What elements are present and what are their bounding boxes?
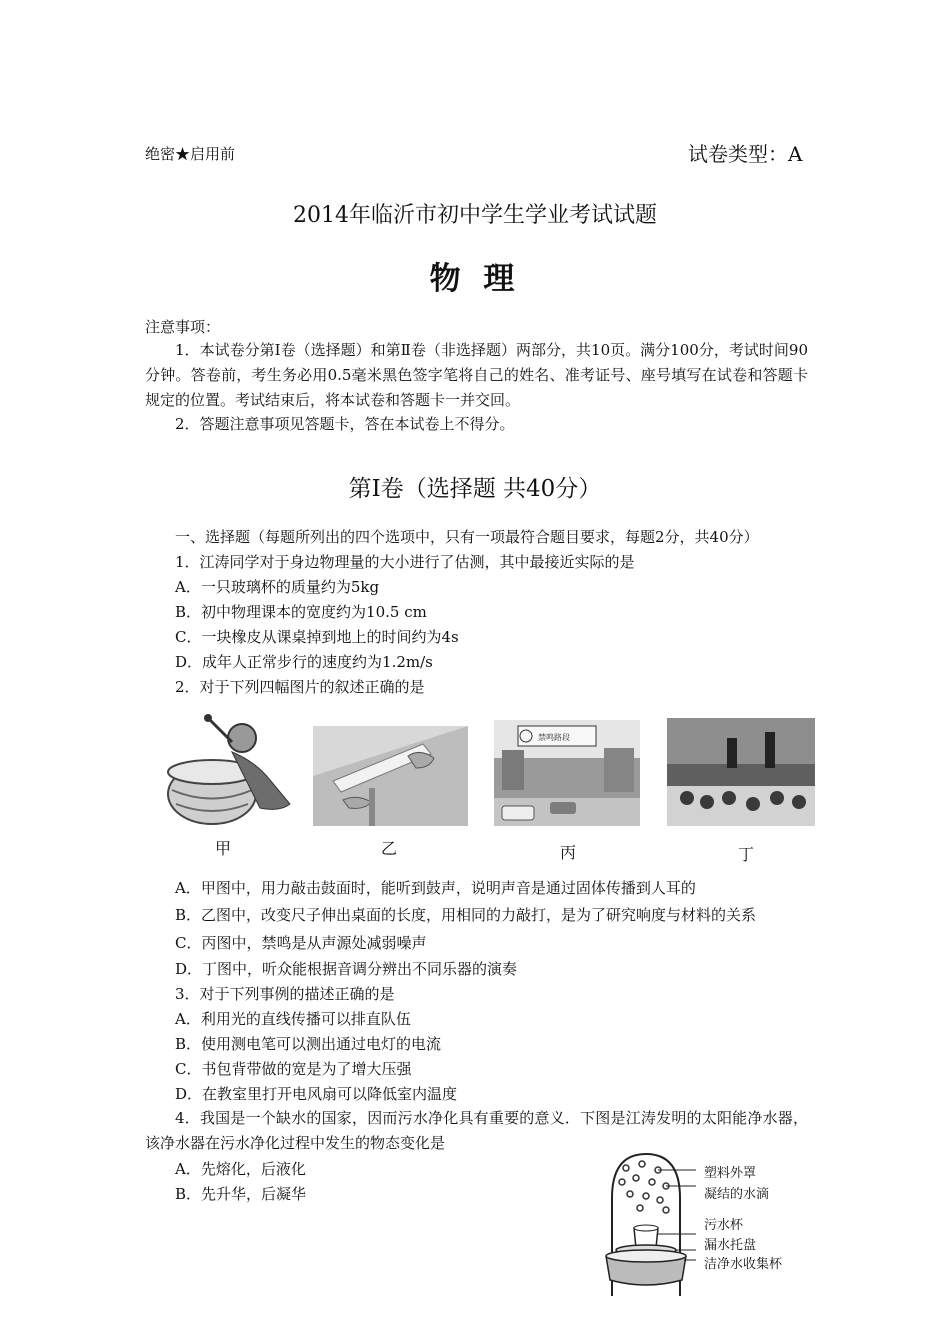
label-drip-tray: 漏水托盘 [704,1238,757,1253]
q2-option-c: C．丙图中，禁鸣是从声源处减弱噪声 [175,934,427,952]
q2-option-d: D．丁图中，听众能根据音调分辨出不同乐器的演奏 [175,960,518,978]
section-intro: 一、选择题（每题所列出的四个选项中，只有一项最符合题目要求，每题2分，共40分） [175,528,759,546]
caption-ding: 丁 [738,845,755,864]
q3-option-a: A．利用光的直线传播可以排直队伍 [175,1010,411,1028]
caption-yi: 乙 [381,839,398,858]
exam-title: 2014年临沂市初中学生学业考试试题 [293,203,657,228]
caption-jia: 甲 [215,839,232,858]
q1-option-c: C．一块橡皮从课桌掉到地上的时间约为4s [175,628,459,646]
q1-stem: 1．江涛同学对于身边物理量的大小进行了估测，其中最接近实际的是 [175,553,635,571]
purifier-diagram [596,1148,696,1298]
notes-item-1: 1．本试卷分第Ⅰ卷（选择题）和第Ⅱ卷（非选择题）两部分，共10页。满分100分，考试时间90分钟。答卷前，考生务必用0.5毫米黑色签字笔将自己的姓名、准考证号、座号填写在试卷和答题卡规定的位置。考试结束后，将本试卷和答题卡一并交回。 [145,341,808,409]
secret-label: 绝密★启用前 [145,145,236,163]
notes-heading: 注意事项： [145,318,221,336]
drum-figure [160,712,300,832]
q2-stem: 2．对于下列四幅图片的叙述正确的是 [175,678,425,696]
label-condensed-drops: 凝结的水滴 [704,1187,770,1202]
q4-stem: 4．我国是一个缺水的国家，因而污水净化具有重要的意义．下图是江涛发明的太阳能净水器，该净水器在污水净化过程中发生的物态变化是 [145,1109,808,1152]
ruler-figure [313,726,468,826]
subject-title: 物 理 [429,261,521,297]
q4-option-b: B．先升华，后凝华 [175,1185,307,1203]
label-dirty-water-cup: 污水杯 [704,1218,744,1233]
orchestra-figure [667,718,815,826]
q3-option-b: B．使用测电笔可以测出通过电灯的电流 [175,1035,442,1053]
q3-option-c: C．书包背带做的宽是为了增大压强 [175,1060,412,1078]
notes-item-2: 2．答题注意事项见答题卡，答在本试卷上不得分。 [175,415,515,433]
q1-option-b: B．初中物理课本的宽度约为10.5 cm [175,603,427,621]
no-horn-sign-text: 禁鸣路段 [538,733,570,742]
q4-option-a: A．先熔化，后液化 [175,1160,306,1178]
street-figure [494,720,640,826]
q2-option-a: A．甲图中，用力敲击鼓面时，能听到鼓声，说明声音是通过固体传播到人耳的 [175,879,696,897]
q1-option-d: D．成年人正常步行的速度约为1.2m/s [175,653,433,671]
q1-option-a: A．一只玻璃杯的质量约为5kg [175,578,380,596]
q3-stem: 3．对于下列事例的描述正确的是 [175,985,395,1003]
section-title: 第Ⅰ卷（选择题 共40分） [348,476,602,502]
label-clean-water-cup: 洁净水收集杯 [704,1257,783,1272]
paper-type: 试卷类型：A [688,142,803,166]
label-plastic-cover: 塑料外罩 [704,1166,757,1181]
q3-option-d: D．在教室里打开电风扇可以降低室内温度 [175,1085,458,1103]
caption-bing: 丙 [560,843,577,862]
q2-option-b: B．乙图中，改变尺子伸出桌面的长度，用相同的力敲打，是为了研究响度与材料的关系 [175,906,757,924]
